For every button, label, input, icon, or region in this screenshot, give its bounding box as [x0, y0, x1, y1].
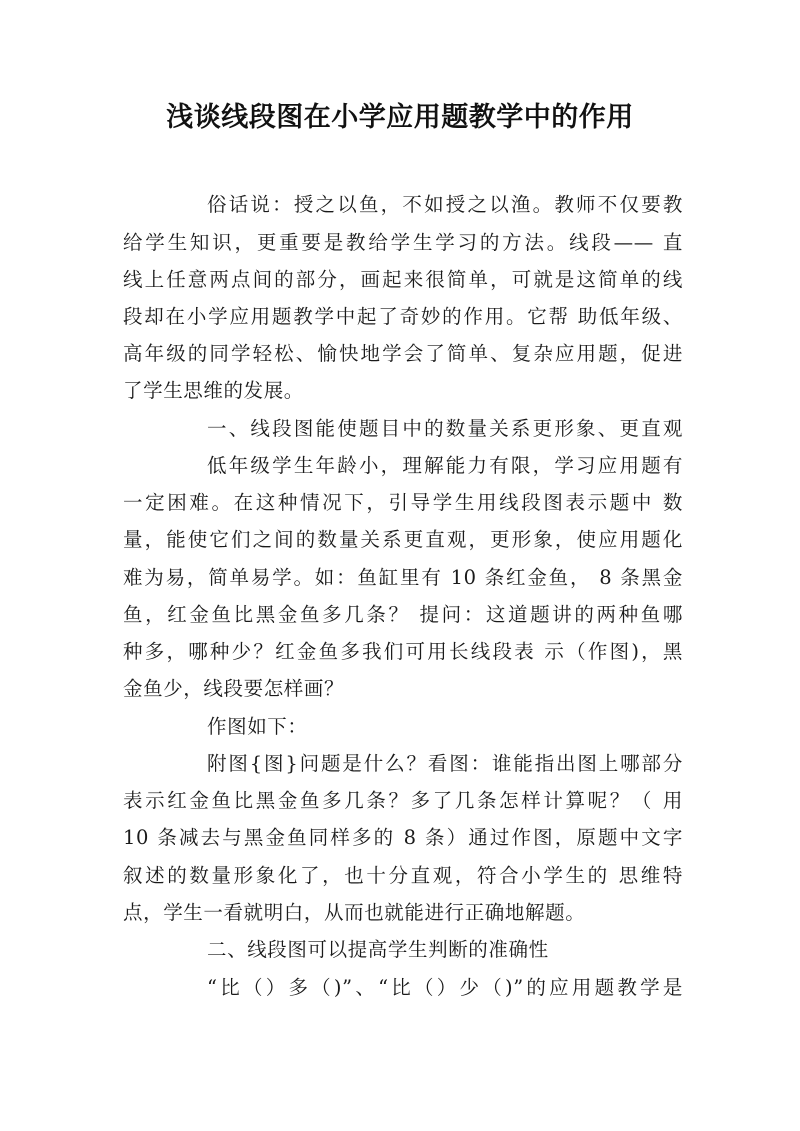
paragraph-line: 了学生思维的发展。 [123, 379, 304, 402]
paragraph-line: 叙述的数量形象化了，也十分直观，符合小学生的 思维特 [123, 864, 683, 887]
paragraph-line: 段却在小学应用题教学中起了奇妙的作用。它帮 助低年级、 [123, 305, 683, 328]
paragraph-line: 附图{图}问题是什么？看图：谁能指出图上哪部分 [207, 752, 683, 775]
paragraph-line: 金鱼少，线段要怎样画？ [123, 677, 345, 700]
paragraph-line: 低年级学生年龄小，理解能力有限，学习应用题有 [207, 454, 683, 477]
paragraph-line: 线上任意两点间的部分，画起来很简单，可就是这简单的线 [123, 268, 683, 291]
paragraph-line: 表示红金鱼比黑金鱼多几条？多了几条怎样计算呢？（ 用 [123, 789, 683, 812]
paragraph-line: 一定困难。在这种情况下，引导学生用线段图表示题中 数 [123, 491, 683, 514]
paragraph-line: 难为易，简单易学。如：鱼缸里有 10 条红金鱼， 8 条黑金 [123, 566, 683, 589]
document-title: 浅谈线段图在小学应用题教学中的作用 [166, 102, 634, 133]
paragraph-line: 种多，哪种少？红金鱼多我们可用长线段表 示（作图)，黑 [123, 640, 683, 663]
paragraph-line: 鱼，红金鱼比黑金鱼多几条？ 提问：这道题讲的两种鱼哪 [123, 603, 683, 626]
paragraph-line: 给学生知识，更重要是教给学生学习的方法。线段—— 直 [123, 231, 683, 254]
paragraph-line: 点，学生一看就明白，从而也就能进行正确地解题。 [123, 901, 586, 924]
paragraph-line: 10 条减去与黑金鱼同样多的 8 条）通过作图，原题中文字 [123, 826, 683, 849]
paragraph-line: 俗话说：授之以鱼，不如授之以渔。教师不仅要教 [207, 193, 683, 216]
section-heading: 二、线段图可以提高学生判断的准确性 [207, 938, 549, 961]
section-heading: 一、线段图能使题目中的数量关系更形象、更直观 [207, 417, 683, 440]
paragraph-line: “比（）多（)”、“比（）少（)”的应用题教学是 [207, 976, 683, 999]
paragraph-line: 作图如下： [207, 715, 308, 738]
paragraph-line: 量，能使它们之间的数量关系更直观，更形象，使应用题化 [123, 528, 683, 551]
paragraph-line: 高年级的同学轻松、愉快地学会了简单、复杂应用题，促进 [123, 342, 683, 365]
